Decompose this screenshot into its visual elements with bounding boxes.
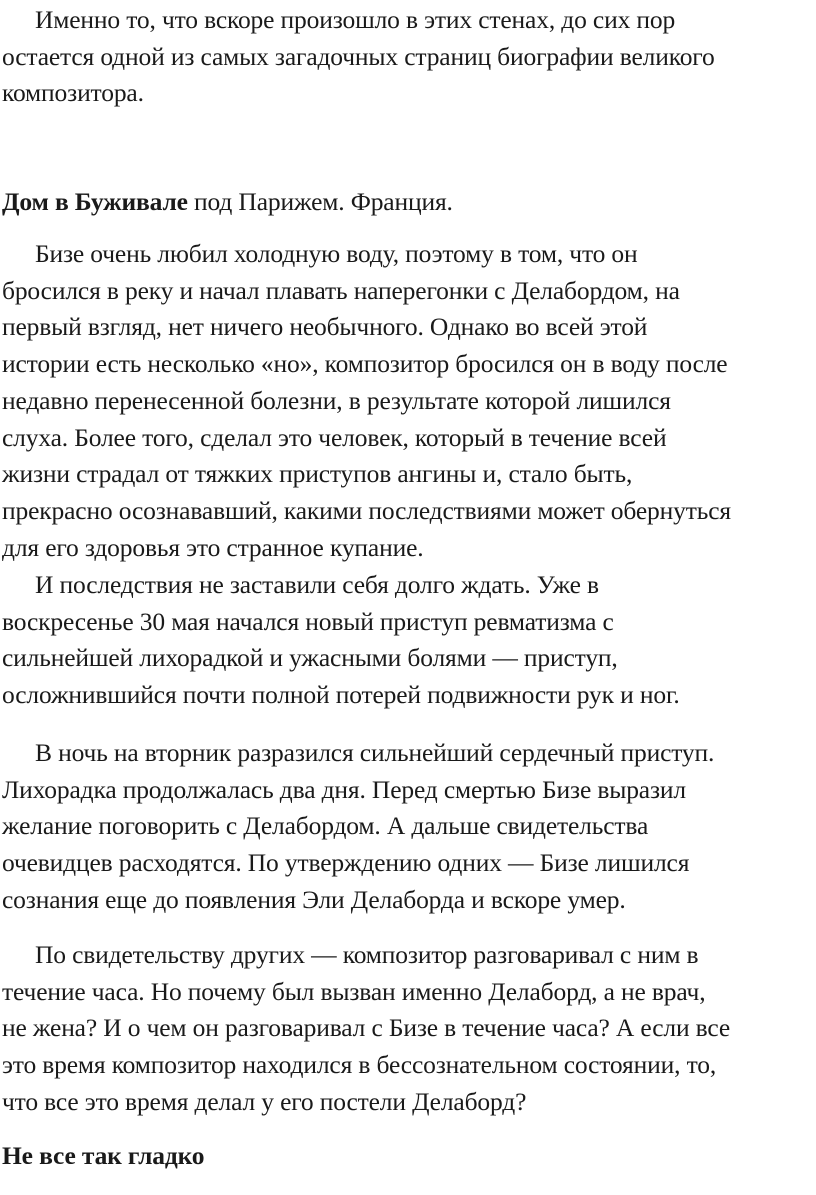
section-heading: Не все так гладко: [2, 1141, 205, 1170]
paragraph-other-witnesses: По свидетельству других — композитор разговаривал с ним в течение часа. Но почему был вызван именно Делаборд, а не врач, не жена? И о чем он разговаривал с Бизе в течение часа? А если все это время композитор находился в бессознательном состоянии, то, что все это время делал у его постели Делаборд?: [2, 940, 731, 1116]
paragraph-cold-water: Бизе очень любил холодную воду, поэтому в том, что он бросился в реку и начал плавать наперегонки с Делабордом, на первый взгляд, нет ничего необычного. Однако во всей этой истории есть несколько «но», композитор бросился он в воду после недавно перенесенной болезни, в результате которой лишился слуха. Более того, сделал это человек, который в течение всей жизни страдал от тяжких приступов ангины и, стало быть, прекрасно осознававший, какими последствиями может обернуться для его здоровья это странное купание.: [2, 239, 731, 562]
location-heading-bold: Дом в Буживале: [2, 187, 188, 216]
paragraph-location: [2, 184, 812, 221]
paragraph-intro: Именно то, что вскоре произошло в этих стенах, до сих пор остается одной из самых загадочных страниц биографии великого композитора.: [2, 5, 715, 108]
paragraph-heart-attack: В ночь на вторник разразился сильнейший сердечный приступ. Лихорадка продолжалась два дня. Перед смертью Бизе выразил желание поговорить с Делабордом. А дальше свидетельства очевидцев расходятся. По утверждению одних — Бизе лишился сознания еще до появления Эли Делаборда и вскоре умер.: [2, 738, 715, 914]
paragraph-consequences: И последствия не заставили себя долго ждать. Уже в воскресенье 30 мая начался новый приступ ревматизма с сильнейшей лихорадкой и ужасными болями — приступ, осложнившийся почти полной потерей подвижности рук и ног.: [2, 570, 680, 710]
location-heading-rest: под Парижем. Франция.: [187, 187, 453, 216]
